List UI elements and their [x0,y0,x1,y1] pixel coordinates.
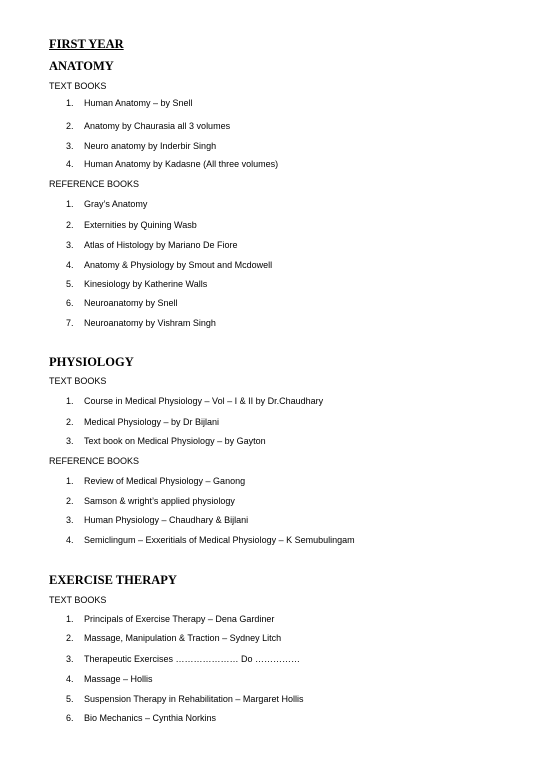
text-books-heading: TEXT BOOKS [49,595,107,605]
item-title: Atlas of Histology by Mariano De Fiore [84,240,238,250]
item-title: Massage, Manipulation & Traction – Sydney Litch [84,633,282,643]
item-title: Human Anatomy by Kadasne (All three volumes) [84,159,279,169]
item-number: 2. [66,121,74,131]
item-number: 3. [66,240,74,250]
text-books-heading: TEXT BOOKS [49,376,107,386]
item-number: 1. [66,396,74,406]
item-number: 3. [66,515,74,525]
section-title: ANATOMY [49,59,114,73]
item-number: 5. [66,694,74,704]
item-title: Therapeutic Exercises ………………… Do …………… [84,654,301,664]
section-title: EXERCISE THERAPY [49,573,177,587]
item-title: Human Physiology – Chaudhary & Bijlani [84,515,249,525]
item-number: 4. [66,159,74,169]
item-number: 1. [66,614,74,624]
item-number: 6. [66,298,74,308]
item-title: Neuroanatomy by Vishram Singh [84,318,216,328]
item-title: Gray’s Anatomy [84,199,148,209]
item-title: Text book on Medical Physiology – by Gayton [84,436,266,446]
item-number: 7. [66,318,74,328]
item-title: Principals of Exercise Therapy – Dena Gardiner [84,614,275,624]
item-title: Externities by Quining Wasb [84,220,197,230]
item-title: Neuroanatomy by Snell [84,298,178,308]
item-number: 2. [66,220,74,230]
section-title: PHYSIOLOGY [49,355,134,369]
item-number: 4. [66,260,74,270]
item-number: 2. [66,417,74,427]
item-number: 1. [66,199,74,209]
year-heading: FIRST YEAR [49,37,124,51]
item-number: 2. [66,496,74,506]
item-title: Semiclingum – Exxeritials of Medical Physiology – K Semubulingam [84,535,355,545]
item-title: Bio Mechanics – Cynthia Norkins [84,713,217,723]
item-number: 1. [66,98,74,108]
item-title: Anatomy by Chaurasia all 3 volumes [84,121,231,131]
item-title: Neuro anatomy by Inderbir Singh [84,141,217,151]
item-title: Human Anatomy – by Snell [84,98,193,108]
item-title: Suspension Therapy in Rehabilitation – Margaret Hollis [84,694,304,704]
item-number: 3. [66,141,74,151]
item-number: 4. [66,535,74,545]
item-title: Anatomy & Physiology by Smout and Mcdowell [84,260,273,270]
item-title: Course in Medical Physiology – Vol – I & II by Dr.Chaudhary [84,396,324,406]
item-number: 5. [66,279,74,289]
item-number: 4. [66,674,74,684]
reference-books-heading: REFERENCE BOOKS [49,179,140,189]
item-title: Review of Medical Physiology – Ganong [84,476,246,486]
item-title: Massage – Hollis [84,674,153,684]
item-title: Kinesiology by Katherine Walls [84,279,208,289]
reference-books-heading: REFERENCE BOOKS [49,456,140,466]
text-books-heading: TEXT BOOKS [49,81,107,91]
item-title: Samson & wright’s applied physiology [84,496,235,506]
item-number: 2. [66,633,74,643]
item-number: 3. [66,654,74,664]
item-number: 3. [66,436,74,446]
item-title: Medical Physiology – by Dr Bijlani [84,417,220,427]
item-number: 6. [66,713,74,723]
item-number: 1. [66,476,74,486]
